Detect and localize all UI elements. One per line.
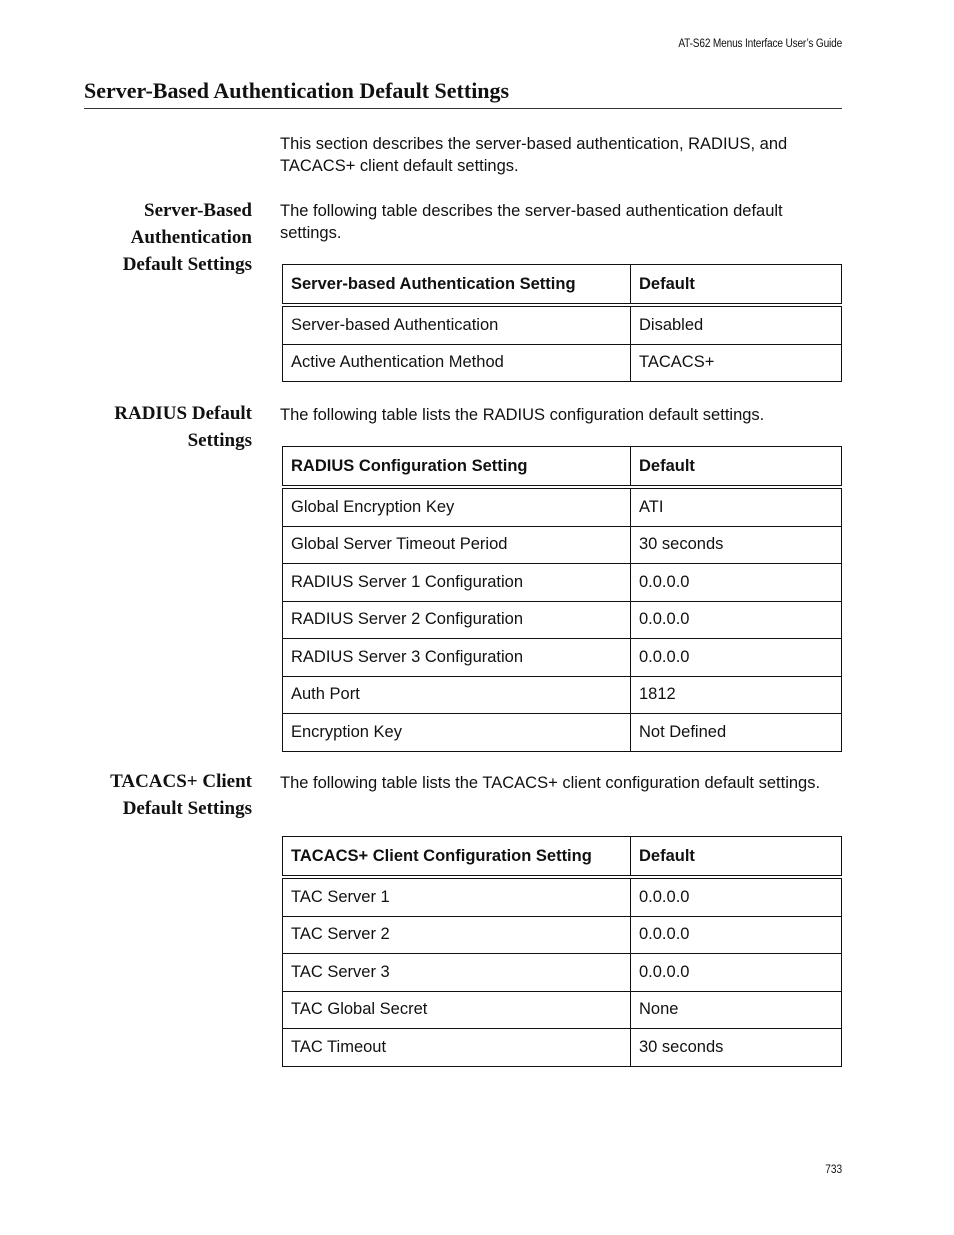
running-header: AT-S62 Menus Interface User’s Guide: [678, 38, 842, 50]
default-cell: 0.0.0.0: [631, 601, 842, 639]
table-row: [283, 877, 842, 916]
page-title: Server-Based Authentication Default Settings: [84, 78, 842, 109]
default-cell: Not Defined: [631, 714, 842, 752]
setting-cell: RADIUS Server 3 Configuration: [283, 639, 631, 677]
setting-cell: Global Server Timeout Period: [283, 526, 631, 564]
setting-cell: Active Authentication Method: [283, 344, 631, 382]
table-row: [283, 954, 842, 992]
server-auth-table: [282, 264, 842, 382]
default-cell: 0.0.0.0: [631, 564, 842, 602]
heading-line: RADIUS Default: [114, 403, 252, 424]
column-header-default: Default: [631, 837, 842, 878]
heading-line: Server-Based: [144, 200, 252, 221]
default-cell: Disabled: [631, 305, 842, 344]
setting-cell: TAC Server 1: [283, 877, 631, 916]
setting-cell: Server-based Authentication: [283, 305, 631, 344]
heading-line: Authentication: [130, 227, 252, 248]
section-description: The following table lists the RADIUS configuration default settings.: [280, 406, 765, 424]
default-cell: 30 seconds: [631, 526, 842, 564]
setting-cell: TAC Server 2: [283, 916, 631, 954]
tacacs-table: [282, 836, 842, 1067]
column-header-default: Default: [631, 265, 842, 306]
default-cell: 30 seconds: [631, 1029, 842, 1067]
table-row: [283, 564, 842, 602]
default-cell: 1812: [631, 676, 842, 714]
table-header-row: [283, 837, 842, 878]
default-cell: 0.0.0.0: [631, 877, 842, 916]
heading-line: Default Settings: [122, 254, 252, 275]
setting-cell: TAC Server 3: [283, 954, 631, 992]
section-heading-tacacs: [110, 768, 252, 822]
heading-line: Settings: [187, 430, 252, 451]
table-row: [283, 916, 842, 954]
page-number: 733: [825, 1164, 842, 1176]
table-header-row: [283, 447, 842, 488]
section-description: The following table describes the server-based authentication default settings.: [280, 202, 783, 242]
default-cell: 0.0.0.0: [631, 639, 842, 677]
table-row: [283, 714, 842, 752]
column-header-setting: RADIUS Configuration Setting: [283, 447, 631, 488]
heading-line: Default Settings: [122, 798, 252, 819]
setting-cell: TAC Timeout: [283, 1029, 631, 1067]
column-header-default: Default: [631, 447, 842, 488]
intro-text: This section describes the server-based authentication, RADIUS, and TACACS+ client default settings.: [280, 135, 788, 175]
section-heading-radius: [114, 400, 252, 454]
heading-line: TACACS+ Client: [110, 771, 252, 792]
table-row: [283, 601, 842, 639]
default-cell: None: [631, 991, 842, 1029]
column-header-setting: Server-based Authentication Setting: [283, 265, 631, 306]
table-row: [283, 305, 842, 344]
section-heading-server-based: [123, 197, 252, 278]
radius-table: [282, 446, 842, 752]
table-row: [283, 991, 842, 1029]
table-row: [283, 1029, 842, 1067]
section-description: The following table lists the TACACS+ client configuration default settings.: [280, 774, 821, 792]
column-header-setting: TACACS+ Client Configuration Setting: [283, 837, 631, 878]
setting-cell: Global Encryption Key: [283, 487, 631, 526]
table-row: [283, 526, 842, 564]
default-cell: 0.0.0.0: [631, 954, 842, 992]
setting-cell: RADIUS Server 1 Configuration: [283, 564, 631, 602]
setting-cell: Encryption Key: [283, 714, 631, 752]
table-row: [283, 487, 842, 526]
table-row: [283, 676, 842, 714]
default-cell: 0.0.0.0: [631, 916, 842, 954]
table-header-row: [283, 265, 842, 306]
setting-cell: RADIUS Server 2 Configuration: [283, 601, 631, 639]
setting-cell: TAC Global Secret: [283, 991, 631, 1029]
default-cell: TACACS+: [631, 344, 842, 382]
setting-cell: Auth Port: [283, 676, 631, 714]
table-row: [283, 344, 842, 382]
default-cell: ATI: [631, 487, 842, 526]
table-row: [283, 639, 842, 677]
